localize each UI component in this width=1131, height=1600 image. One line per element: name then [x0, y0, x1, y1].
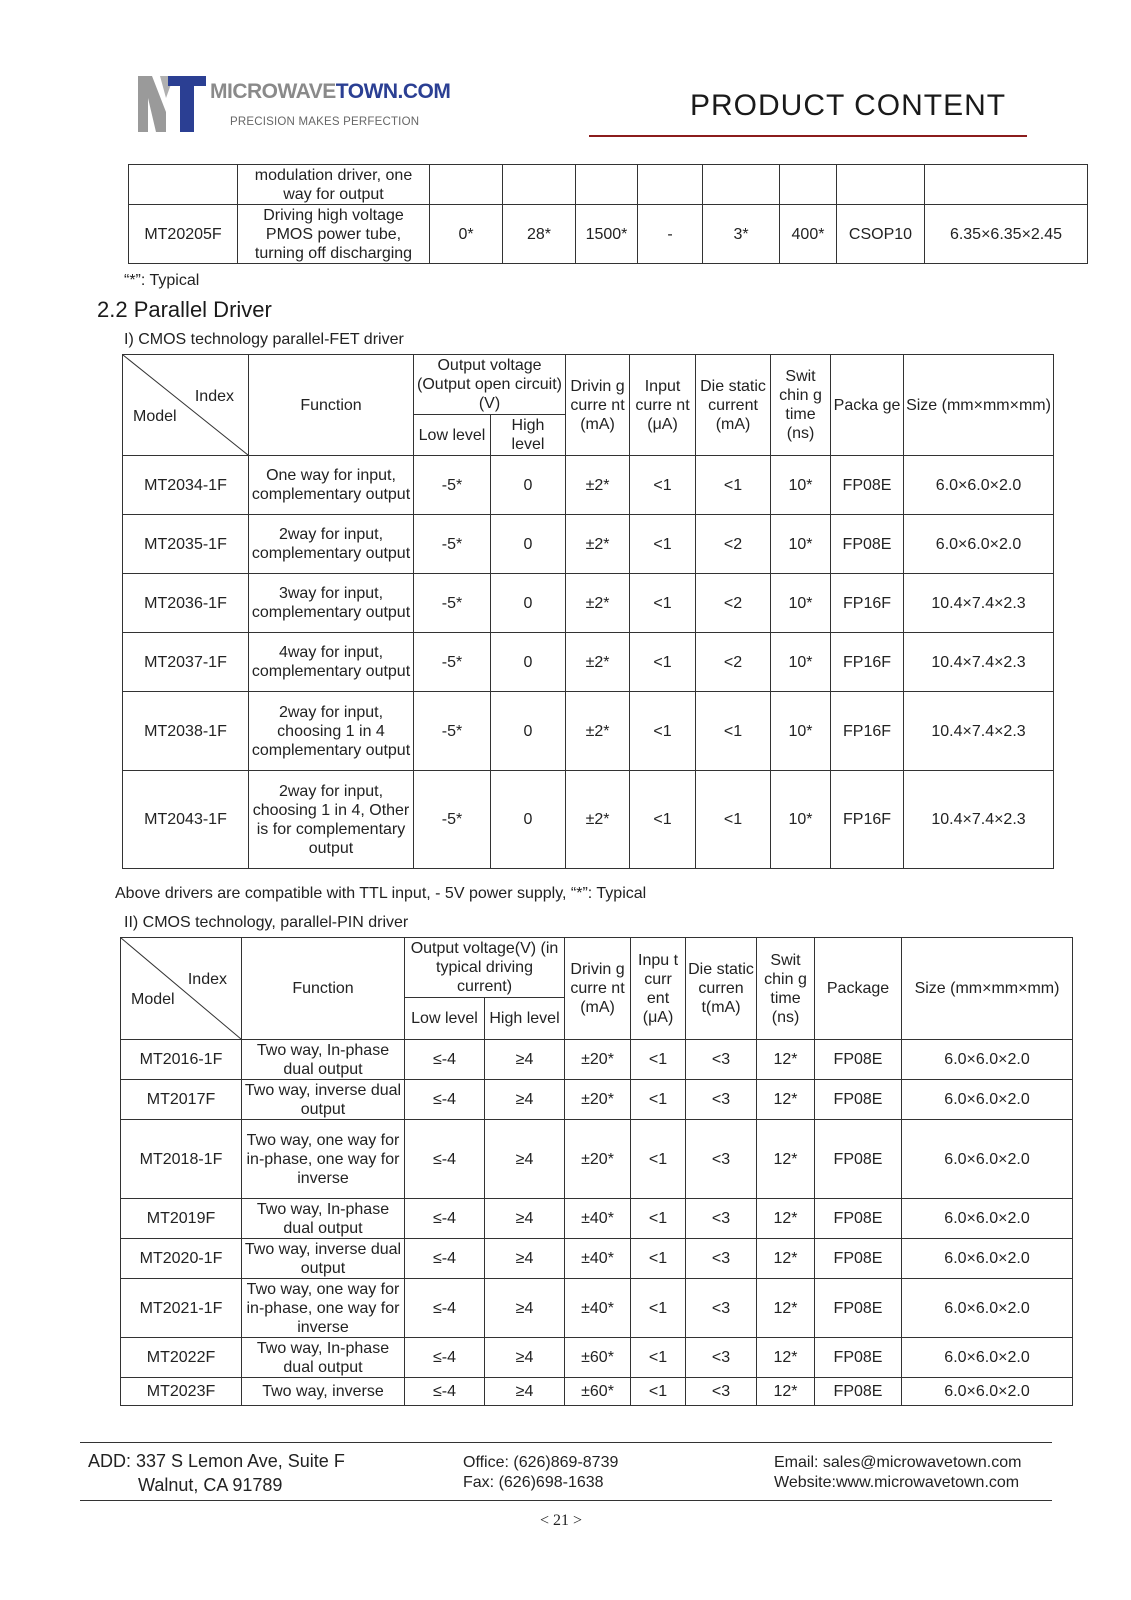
table-row [129, 205, 1088, 264]
table-cell: ≥4 [485, 1120, 565, 1199]
table-cell: 0 [491, 692, 566, 771]
model-cell: MT2022F [121, 1338, 242, 1378]
table-row [123, 633, 1054, 692]
model-cell: MT2037-1F [123, 633, 249, 692]
table-cell: <1 [631, 1199, 686, 1239]
table-cell: 12* [757, 1080, 815, 1120]
table-row [123, 771, 1054, 869]
table-cell: 400* [780, 205, 837, 264]
table-cell: 10.4×7.4×2.3 [904, 574, 1054, 633]
model-label: Model [131, 991, 175, 1008]
table-cell: FP16F [831, 574, 904, 633]
table-row [121, 1080, 1073, 1120]
table-cell: 0 [491, 456, 566, 515]
page-number: < 21 > [540, 1512, 583, 1529]
output-voltage-header: Output voltage(V) (in typical driving current) [405, 938, 565, 998]
model-cell: MT2038-1F [123, 692, 249, 771]
table-cell: 10* [771, 771, 831, 869]
table-cell: FP16F [831, 633, 904, 692]
footer-fax: Fax: (626)698-1638 [463, 1474, 604, 1491]
table-cell: 12* [757, 1040, 815, 1080]
table-cell: ≥4 [485, 1239, 565, 1279]
table-cell: <3 [686, 1239, 757, 1279]
table-cell: ≤-4 [405, 1338, 485, 1378]
table-cell: <1 [696, 456, 771, 515]
function-cell: Two way, inverse [242, 1378, 405, 1406]
table-cell: 3* [703, 205, 780, 264]
table-cell: <1 [631, 1040, 686, 1080]
table-cell: ≤-4 [405, 1239, 485, 1279]
page-title: PRODUCT CONTENT [690, 89, 1007, 122]
table-row [121, 1040, 1073, 1080]
table-cell: 0 [491, 633, 566, 692]
table-row [129, 165, 1088, 205]
table-cell: 12* [757, 1279, 815, 1338]
function-cell: Two way, In-phase dual output [242, 1040, 405, 1080]
model-cell: MT2017F [121, 1080, 242, 1120]
table-cell: <1 [630, 633, 696, 692]
function-cell: Two way, inverse dual output [242, 1080, 405, 1120]
table-cell: <2 [696, 574, 771, 633]
model-cell: MT2023F [121, 1378, 242, 1406]
table-cell: -5* [414, 692, 491, 771]
table-cell: 10.4×7.4×2.3 [904, 771, 1054, 869]
mt-logo-mark [138, 74, 208, 134]
table-cell: 6.0×6.0×2.0 [902, 1080, 1073, 1120]
table-cell: FP08E [815, 1120, 902, 1199]
table-cell: ±40* [565, 1279, 631, 1338]
index-model-header [123, 355, 249, 456]
table-cell: <3 [686, 1120, 757, 1199]
table-cell: FP08E [831, 456, 904, 515]
index-model-header [121, 938, 242, 1040]
high-level-header: High level [491, 415, 566, 456]
table-cell: 6.0×6.0×2.0 [902, 1378, 1073, 1406]
table-header-row [123, 355, 1054, 415]
table-cell: 10* [771, 574, 831, 633]
table-cell: - [638, 205, 703, 264]
index-label: Index [187, 971, 227, 988]
table-row [121, 1378, 1073, 1406]
package-header: Packa ge [831, 355, 904, 456]
table-cell: FP08E [815, 1378, 902, 1406]
high-level-header: High level [485, 998, 565, 1040]
table-cell: 6.0×6.0×2.0 [902, 1338, 1073, 1378]
table-cell: ≥4 [485, 1338, 565, 1378]
table-cell: modulation driver, one way for output [238, 165, 430, 205]
table-cell: 6.0×6.0×2.0 [904, 515, 1054, 574]
brand-tagline: PRECISION MAKES PERFECTION [230, 116, 420, 128]
table-cell: -5* [414, 456, 491, 515]
table-cell [430, 165, 503, 205]
table-cell: FP08E [815, 1239, 902, 1279]
table-cell [576, 165, 638, 205]
brand-part-1: MICROWAVE [210, 80, 336, 103]
model-cell: MT2019F [121, 1199, 242, 1239]
footer-address-line1: ADD: 337 S Lemon Ave, Suite F [88, 1451, 345, 1471]
subsection-title-pin: II) CMOS technology, parallel-PIN driver [124, 914, 409, 931]
model-cell: MT2043-1F [123, 771, 249, 869]
title-underline [589, 135, 1027, 137]
low-level-header: Low level [414, 415, 491, 456]
table-cell: <1 [631, 1120, 686, 1199]
output-voltage-header: Output voltage (Output open circuit)(V) [414, 355, 566, 415]
model-cell: MT2020-1F [121, 1239, 242, 1279]
table-cell: <3 [686, 1080, 757, 1120]
table-cell: 10* [771, 692, 831, 771]
function-cell: One way for input, complementary output [249, 456, 414, 515]
fet-driver-table [122, 354, 1054, 869]
subsection-title-fet: I) CMOS technology parallel-FET driver [124, 331, 404, 348]
function-header: Function [242, 938, 405, 1040]
table-cell: <1 [631, 1338, 686, 1378]
low-level-header: Low level [405, 998, 485, 1040]
table-cell: ≤-4 [405, 1378, 485, 1406]
table-cell: 10* [771, 456, 831, 515]
footer-website: Website:www.microwavetown.com [774, 1474, 1020, 1491]
table-cell: <1 [631, 1239, 686, 1279]
table-cell: <3 [686, 1040, 757, 1080]
die-static-current-header: Die static curren t(mA) [686, 938, 757, 1040]
table-cell: 6.0×6.0×2.0 [902, 1199, 1073, 1239]
function-cell: Two way, In-phase dual output [242, 1338, 405, 1378]
model-cell: MT2021-1F [121, 1279, 242, 1338]
table-cell: 6.0×6.0×2.0 [902, 1040, 1073, 1080]
table-row [123, 692, 1054, 771]
table-cell: FP08E [815, 1279, 902, 1338]
footer-bottom-rule [80, 1500, 1052, 1501]
table-cell: 10* [771, 633, 831, 692]
table-cell: 0 [491, 515, 566, 574]
input-current-header: Input curre nt (μA) [630, 355, 696, 456]
table-cell: 12* [757, 1338, 815, 1378]
footer-top-rule [80, 1442, 1052, 1443]
table-cell: ≤-4 [405, 1080, 485, 1120]
pin-driver-table [120, 937, 1073, 1406]
model-cell: MT2036-1F [123, 574, 249, 633]
table-cell: <1 [630, 574, 696, 633]
table-cell: FP08E [831, 515, 904, 574]
table-cell: ±40* [565, 1239, 631, 1279]
table-cell: ±60* [565, 1378, 631, 1406]
function-header: Function [249, 355, 414, 456]
driving-current-header: Drivin g curre nt (mA) [565, 938, 631, 1040]
table-cell: <3 [686, 1279, 757, 1338]
table-cell: ±2* [566, 456, 630, 515]
table-cell: ≥4 [485, 1040, 565, 1080]
table-cell: ≤-4 [405, 1040, 485, 1080]
size-header: Size (mm×mm×mm) [904, 355, 1054, 456]
model-cell: MT2016-1F [121, 1040, 242, 1080]
table-cell: ≤-4 [405, 1279, 485, 1338]
table-cell: ±20* [565, 1120, 631, 1199]
function-cell: 2way for input, choosing 1 in 4, Other is for complementary output [249, 771, 414, 869]
function-cell: Two way, inverse dual output [242, 1239, 405, 1279]
footer-address-line2: Walnut, CA 91789 [138, 1475, 283, 1495]
table-cell [925, 165, 1088, 205]
table-cell: -5* [414, 771, 491, 869]
table-cell: 0* [430, 205, 503, 264]
table-row [121, 1338, 1073, 1378]
table-cell: <1 [630, 692, 696, 771]
table-cell: CSOP10 [837, 205, 925, 264]
table-cell: <1 [631, 1279, 686, 1338]
function-cell: Two way, one way for in-phase, one way for inverse [242, 1279, 405, 1338]
input-current-header: Inpu t curr ent (μA) [631, 938, 686, 1040]
table-cell: -5* [414, 574, 491, 633]
table-cell: <1 [696, 771, 771, 869]
table-cell: 12* [757, 1199, 815, 1239]
table-cell: ≥4 [485, 1279, 565, 1338]
table-cell: ≤-4 [405, 1199, 485, 1239]
model-cell: MT2034-1F [123, 456, 249, 515]
typical-note: “*”: Typical [124, 272, 200, 289]
table-cell: 10.4×7.4×2.3 [904, 692, 1054, 771]
table-cell: 6.35×6.35×2.45 [925, 205, 1088, 264]
table-cell: <3 [686, 1338, 757, 1378]
table-cell: ≤-4 [405, 1120, 485, 1199]
pin-table-body [121, 1040, 1073, 1406]
section-title: 2.2 Parallel Driver [97, 297, 272, 322]
index-label: Index [194, 388, 234, 405]
table-cell: ±2* [566, 771, 630, 869]
table-row [121, 1120, 1073, 1199]
company-logo [138, 74, 451, 134]
table-cell: <1 [631, 1080, 686, 1120]
table-row [121, 1279, 1073, 1338]
table-cell: ±40* [565, 1199, 631, 1239]
table-cell [503, 165, 576, 205]
table-cell: 0 [491, 771, 566, 869]
table-cell: <1 [630, 456, 696, 515]
table-cell: 12* [757, 1120, 815, 1199]
function-cell: Two way, In-phase dual output [242, 1199, 405, 1239]
table-cell: FP08E [815, 1080, 902, 1120]
table-row [121, 1199, 1073, 1239]
table-cell: -5* [414, 633, 491, 692]
switching-time-header: Swit chin g time (ns) [771, 355, 831, 456]
table-cell: <1 [696, 692, 771, 771]
table-cell: ≥4 [485, 1378, 565, 1406]
package-header: Package [815, 938, 902, 1040]
table-cell [129, 165, 238, 205]
table-cell [703, 165, 780, 205]
table-cell [780, 165, 837, 205]
table-cell: 12* [757, 1239, 815, 1279]
table-cell: <2 [696, 515, 771, 574]
table-row [121, 1239, 1073, 1279]
table-cell: 10.4×7.4×2.3 [904, 633, 1054, 692]
table-cell: ≥4 [485, 1080, 565, 1120]
table-cell: 10* [771, 515, 831, 574]
function-cell: 2way for input, complementary output [249, 515, 414, 574]
table-cell: FP16F [831, 771, 904, 869]
table-cell: <1 [630, 515, 696, 574]
table-cell: <3 [686, 1378, 757, 1406]
table-cell: <1 [631, 1378, 686, 1406]
table-cell: ±60* [565, 1338, 631, 1378]
footer-email: Email: sales@microwavetown.com [774, 1454, 1022, 1471]
table-cell: 6.0×6.0×2.0 [902, 1279, 1073, 1338]
table-header-row [121, 938, 1073, 998]
table-cell: ≥4 [485, 1199, 565, 1239]
table-cell: Driving high voltage PMOS power tube, turning off discharging [238, 205, 430, 264]
table-cell: ±2* [566, 515, 630, 574]
table-cell: ±20* [565, 1080, 631, 1120]
table-cell: -5* [414, 515, 491, 574]
brand-name [210, 80, 450, 104]
function-cell: 4way for input, complementary output [249, 633, 414, 692]
table-cell [638, 165, 703, 205]
fet-table-body [123, 456, 1054, 869]
table-cell: ±2* [566, 574, 630, 633]
table-cell: ±2* [566, 633, 630, 692]
driving-current-header: Drivin g curre nt (mA) [566, 355, 630, 456]
function-cell: 3way for input, complementary output [249, 574, 414, 633]
footer-office-phone: Office: (626)869-8739 [463, 1454, 619, 1471]
table-cell: 6.0×6.0×2.0 [904, 456, 1054, 515]
table-cell: FP16F [831, 692, 904, 771]
function-cell: Two way, one way for in-phase, one way for inverse [242, 1120, 405, 1199]
table-cell [837, 165, 925, 205]
table-cell: <2 [696, 633, 771, 692]
continued-table [128, 164, 1088, 264]
table-cell: 28* [503, 205, 576, 264]
die-static-current-header: Die static current (mA) [696, 355, 771, 456]
table-cell: ±20* [565, 1040, 631, 1080]
table-cell: 0 [491, 574, 566, 633]
switching-time-header: Swit chin g time (ns) [757, 938, 815, 1040]
model-cell: MT2035-1F [123, 515, 249, 574]
table-cell: 1500* [576, 205, 638, 264]
table-cell: MT20205F [129, 205, 238, 264]
table-cell: 6.0×6.0×2.0 [902, 1120, 1073, 1199]
table-cell: FP08E [815, 1040, 902, 1080]
table-cell: 12* [757, 1378, 815, 1406]
table-row [123, 574, 1054, 633]
table-cell: <3 [686, 1199, 757, 1239]
table-cell: ±2* [566, 692, 630, 771]
table-cell: FP08E [815, 1338, 902, 1378]
table-cell: FP08E [815, 1199, 902, 1239]
function-cell: 2way for input, choosing 1 in 4 complementary output [249, 692, 414, 771]
table-cell: <1 [630, 771, 696, 869]
table-row [123, 515, 1054, 574]
model-cell: MT2018-1F [121, 1120, 242, 1199]
table-row [123, 456, 1054, 515]
model-label: Model [133, 408, 177, 425]
compatibility-note: Above drivers are compatible with TTL input, - 5V power supply, “*”: Typical [115, 885, 647, 902]
brand-part-2: TOWN.COM [335, 80, 451, 103]
table-cell: 6.0×6.0×2.0 [902, 1239, 1073, 1279]
size-header: Size (mm×mm×mm) [902, 938, 1073, 1040]
